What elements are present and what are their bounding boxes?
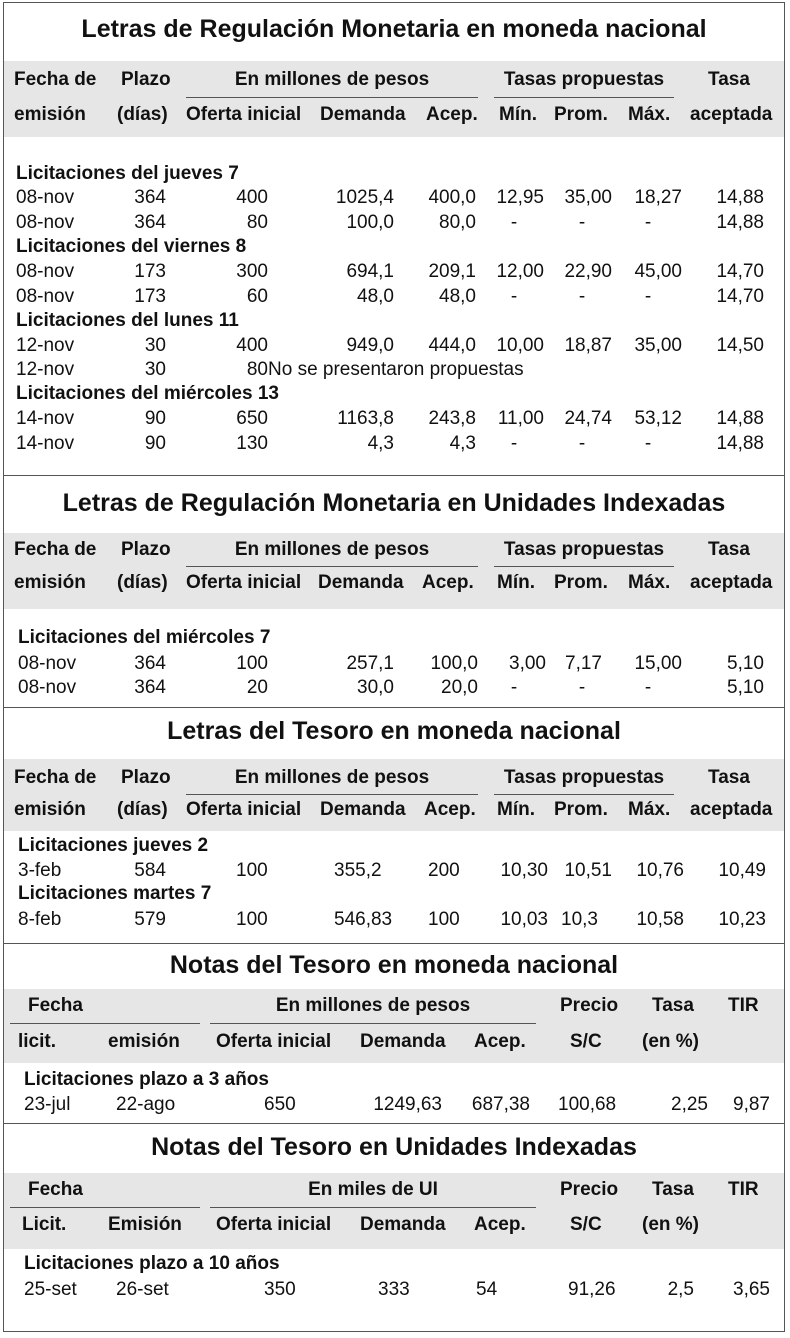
header-licit: Licit. [22,1214,67,1235]
header-fecha-1: Fecha de [14,69,97,90]
header-group-millones: En millones de pesos [234,767,430,788]
cell-max: - [644,677,652,698]
group-label: Licitaciones del miércoles 13 [16,383,279,404]
cell-tasa: 14,70 [716,286,764,307]
cell-acep: 54 [476,1279,498,1300]
cell-fecha: 12-nov [16,335,75,356]
cell-oferta: 100 [236,909,268,930]
cell-plazo: 364 [134,212,166,233]
cell-tasa: 14,88 [716,433,764,454]
section-lrm-ui [4,475,784,707]
cell-acep: 400,0 [428,187,476,208]
group-label: Licitaciones plazo a 10 años [24,1253,280,1274]
cell-demanda: 1025,4 [335,187,394,208]
cell-demanda: 355,2 [334,860,382,881]
cell-max: - [644,212,652,233]
cell-min: 3,00 [509,653,546,674]
header-fecha-2: emisión [14,104,86,125]
cell-acep: 4,3 [449,433,476,454]
header-licit: licit. [18,1031,57,1052]
cell-acep: 100 [428,909,460,930]
cell-min: - [510,286,518,307]
cell-tasa: 14,88 [716,212,764,233]
cell-fecha: 08-nov [18,677,77,698]
header-plazo-2: (días) [117,572,168,593]
cell-max: - [644,286,652,307]
cell-precio: 100,68 [558,1094,617,1115]
section-title: Letras de Regulación Monetaria en moneda nacional [81,15,707,43]
cell-tasa: 10,49 [718,860,766,881]
header-max: Máx. [628,104,671,125]
header-fecha-1: Fecha de [14,767,97,788]
section-title: Letras de Regulación Monetaria en Unidades Indexadas [62,489,726,517]
header-fecha-2: emisión [14,572,86,593]
cell-acep: 243,8 [428,408,476,429]
header-tasa-2: aceptada [690,799,773,820]
cell-plazo: 364 [134,677,166,698]
no-proposals-note: No se presentaron propuestas [268,359,524,380]
section-nt-pesos [4,943,784,1123]
cell-acep: 20,0 [441,677,478,698]
header-group-rule [210,1023,536,1024]
header-tasa-1: Tasa [652,995,694,1016]
header-precio-1: Precio [560,1179,619,1200]
cell-demanda: 546,83 [334,909,393,930]
header-prom: Prom. [554,799,608,820]
header-demanda: Demanda [360,1031,446,1052]
header-acep: Acep. [424,799,476,820]
cell-fecha: 14-nov [16,433,75,454]
cell-prom: - [578,433,586,454]
cell-fecha: 12-nov [16,359,75,380]
cell-fecha: 08-nov [16,187,75,208]
header-group-rule [186,566,478,567]
header-acep: Acep. [422,572,474,593]
header-precio-2: S/C [570,1031,602,1052]
cell-prom: - [578,677,586,698]
header-group-millones: En millones de pesos [234,69,430,90]
header-plazo-1: Plazo [121,539,171,560]
header-max: Máx. [628,799,671,820]
cell-tir: 9,87 [733,1094,770,1115]
cell-min: 11,00 [497,408,544,429]
cell-fecha: 3-feb [18,860,62,881]
cell-oferta: 400 [236,187,268,208]
cell-oferta: 60 [246,286,268,307]
cell-min: - [510,677,518,698]
cell-demanda: 48,0 [357,286,394,307]
header-emision: Emisión [108,1214,182,1235]
header-tir: TIR [728,995,759,1016]
cell-emision: 22-ago [116,1094,176,1115]
cell-demanda: 1163,8 [337,408,394,429]
cell-demanda: 100,0 [346,212,394,233]
cell-max: 10,76 [636,860,684,881]
header-tasa-1: Tasa [708,539,750,560]
cell-tasa: 2,25 [671,1094,708,1115]
header-group-rule [494,794,674,795]
cell-max: - [644,433,652,454]
auction-results-page [3,2,785,1332]
cell-prom: 24,74 [564,408,612,429]
header-precio-2: S/C [570,1214,602,1235]
header-plazo-2: (días) [117,104,168,125]
cell-demanda: 333 [378,1279,410,1300]
cell-acep: 48,0 [439,286,476,307]
cell-tir: 3,65 [733,1279,770,1300]
cell-min: 10,30 [500,860,548,881]
cell-demanda: 1249,63 [373,1094,442,1115]
header-max: Máx. [628,572,671,593]
cell-fecha: 08-nov [16,286,75,307]
header-min: Mín. [497,799,535,820]
header-tasa-2: aceptada [690,572,773,593]
header-tir: TIR [728,1179,759,1200]
cell-plazo: 30 [144,359,166,380]
cell-acep: 80,0 [439,212,476,233]
cell-acep: 687,38 [471,1094,530,1115]
header-tasa-1: Tasa [708,69,750,90]
header-tasa-2: (en %) [642,1031,699,1052]
header-group-rule [10,1207,200,1208]
cell-prom: 18,87 [564,335,612,356]
header-group-tasas: Tasas propuestas [503,69,665,90]
cell-max: 45,00 [634,261,682,282]
header-group-rule [186,97,478,98]
group-label: Licitaciones jueves 2 [18,835,209,856]
cell-demanda: 30,0 [357,677,394,698]
cell-max: 53,12 [634,408,682,429]
header-oferta: Oferta inicial [216,1031,332,1052]
cell-fecha: 08-nov [18,653,77,674]
cell-emision: 26-set [116,1279,169,1300]
cell-plazo: 173 [134,261,166,282]
section-nt-ui [4,1123,784,1331]
cell-max: 18,27 [634,187,682,208]
cell-min: 10,00 [496,335,544,356]
header-emision: emisión [108,1031,180,1052]
cell-demanda: 694,1 [346,261,394,282]
header-plazo-1: Plazo [121,767,171,788]
section-lt-pesos [4,707,784,943]
header-group-millones: En miles de UI [308,1179,438,1200]
cell-oferta: 100 [236,653,268,674]
cell-tasa: 5,10 [727,653,764,674]
cell-prom: 10,51 [564,860,612,881]
cell-licit: 25-set [24,1279,77,1300]
header-group-millones: En millones de pesos [234,539,430,560]
header-tasa-1: Tasa [708,767,750,788]
header-plazo-1: Plazo [121,69,171,90]
header-fecha-2: emisión [14,799,86,820]
cell-oferta: 100 [236,860,268,881]
header-group-tasas: Tasas propuestas [503,767,665,788]
cell-demanda: 4,3 [367,433,394,454]
header-group-rule [210,1207,536,1208]
header-prom: Prom. [554,572,608,593]
cell-min: - [510,212,518,233]
section-lrm-pesos [4,3,784,473]
section-title: Notas del Tesoro en moneda nacional [169,951,619,979]
cell-plazo: 173 [134,286,166,307]
cell-tasa: 5,10 [727,677,764,698]
header-tasa-2: (en %) [642,1214,699,1235]
header-oferta: Oferta inicial [186,572,302,593]
header-min: Mín. [499,104,537,125]
group-label: Licitaciones plazo a 3 años [24,1069,269,1090]
cell-fecha: 08-nov [16,212,75,233]
cell-licit: 23-jul [24,1094,71,1115]
header-prom: Prom. [554,104,608,125]
cell-tasa: 2,5 [667,1279,694,1300]
cell-plazo: 364 [134,653,166,674]
header-demanda: Demanda [360,1214,446,1235]
cell-acep: 444,0 [428,335,476,356]
header-acep: Acep. [474,1214,526,1235]
cell-fecha: 08-nov [16,261,75,282]
header-fecha: Fecha [28,1179,83,1200]
group-label: Licitaciones del viernes 8 [16,236,247,257]
header-demanda: Demanda [318,572,404,593]
cell-prom: 7,17 [565,653,602,674]
cell-oferta: 650 [236,408,268,429]
header-group-rule [186,794,478,795]
cell-min: 10,03 [500,909,548,930]
header-plazo-2: (días) [117,799,168,820]
cell-tasa: 14,50 [716,335,764,356]
cell-prom: 22,90 [564,261,612,282]
header-precio-1: Precio [560,995,619,1016]
cell-acep: 200 [428,860,460,881]
cell-prom: - [578,286,586,307]
cell-oferta: 130 [236,433,268,454]
header-oferta: Oferta inicial [216,1214,332,1235]
cell-demanda: 949,0 [346,335,394,356]
header-group-millones: En millones de pesos [275,995,471,1016]
cell-min: 12,95 [496,187,544,208]
cell-plazo: 579 [134,909,166,930]
cell-tasa: 14,88 [716,187,764,208]
cell-oferta: 350 [264,1279,296,1300]
header-group-rule [494,97,674,98]
header-group-rule [494,566,674,567]
cell-max: 35,00 [634,335,682,356]
cell-precio: 91,26 [568,1279,616,1300]
header-group-rule [10,1023,200,1024]
header-tasa-1: Tasa [652,1179,694,1200]
cell-plazo: 90 [144,433,166,454]
cell-plazo: 364 [134,187,166,208]
header-acep: Acep. [426,104,478,125]
cell-plazo: 90 [144,408,166,429]
cell-plazo: 30 [144,335,166,356]
header-oferta: Oferta inicial [186,799,302,820]
header-oferta: Oferta inicial [186,104,302,125]
header-demanda: Demanda [320,799,406,820]
section-title: Notas del Tesoro en Unidades Indexadas [151,1133,637,1161]
group-label: Licitaciones martes 7 [18,883,212,904]
cell-oferta: 650 [264,1094,296,1115]
cell-min: 12,00 [496,261,544,282]
cell-tasa: 10,23 [718,909,766,930]
cell-oferta: 20 [246,677,268,698]
section-title: Letras del Tesoro en moneda nacional [167,717,621,745]
header-group-tasas: Tasas propuestas [503,539,665,560]
header-tasa-2: aceptada [690,104,773,125]
group-label: Licitaciones del jueves 7 [16,163,239,184]
header-acep: Acep. [474,1031,526,1052]
group-label: Licitaciones del miércoles 7 [18,627,271,648]
header-fecha: Fecha [28,995,83,1016]
header-min: Mín. [497,572,535,593]
cell-oferta: 80 [246,212,268,233]
cell-fecha: 8-feb [18,909,62,930]
header-demanda: Demanda [320,104,406,125]
cell-plazo: 584 [134,860,166,881]
cell-acep: 100,0 [430,653,478,674]
cell-oferta: 400 [236,335,268,356]
cell-demanda: 257,1 [346,653,394,674]
cell-max: 10,58 [636,909,684,930]
cell-prom: 10,3 [561,909,598,930]
cell-prom: 35,00 [564,187,612,208]
cell-max: 15,00 [634,653,682,674]
cell-oferta: 300 [236,261,268,282]
cell-tasa: 14,88 [716,408,764,429]
cell-acep: 209,1 [428,261,476,282]
header-fecha-1: Fecha de [14,539,97,560]
cell-min: - [510,433,518,454]
cell-oferta: 80 [246,359,268,380]
cell-fecha: 14-nov [16,408,75,429]
cell-tasa: 14,70 [716,261,764,282]
group-label: Licitaciones del lunes 11 [16,310,239,331]
cell-prom: - [578,212,586,233]
